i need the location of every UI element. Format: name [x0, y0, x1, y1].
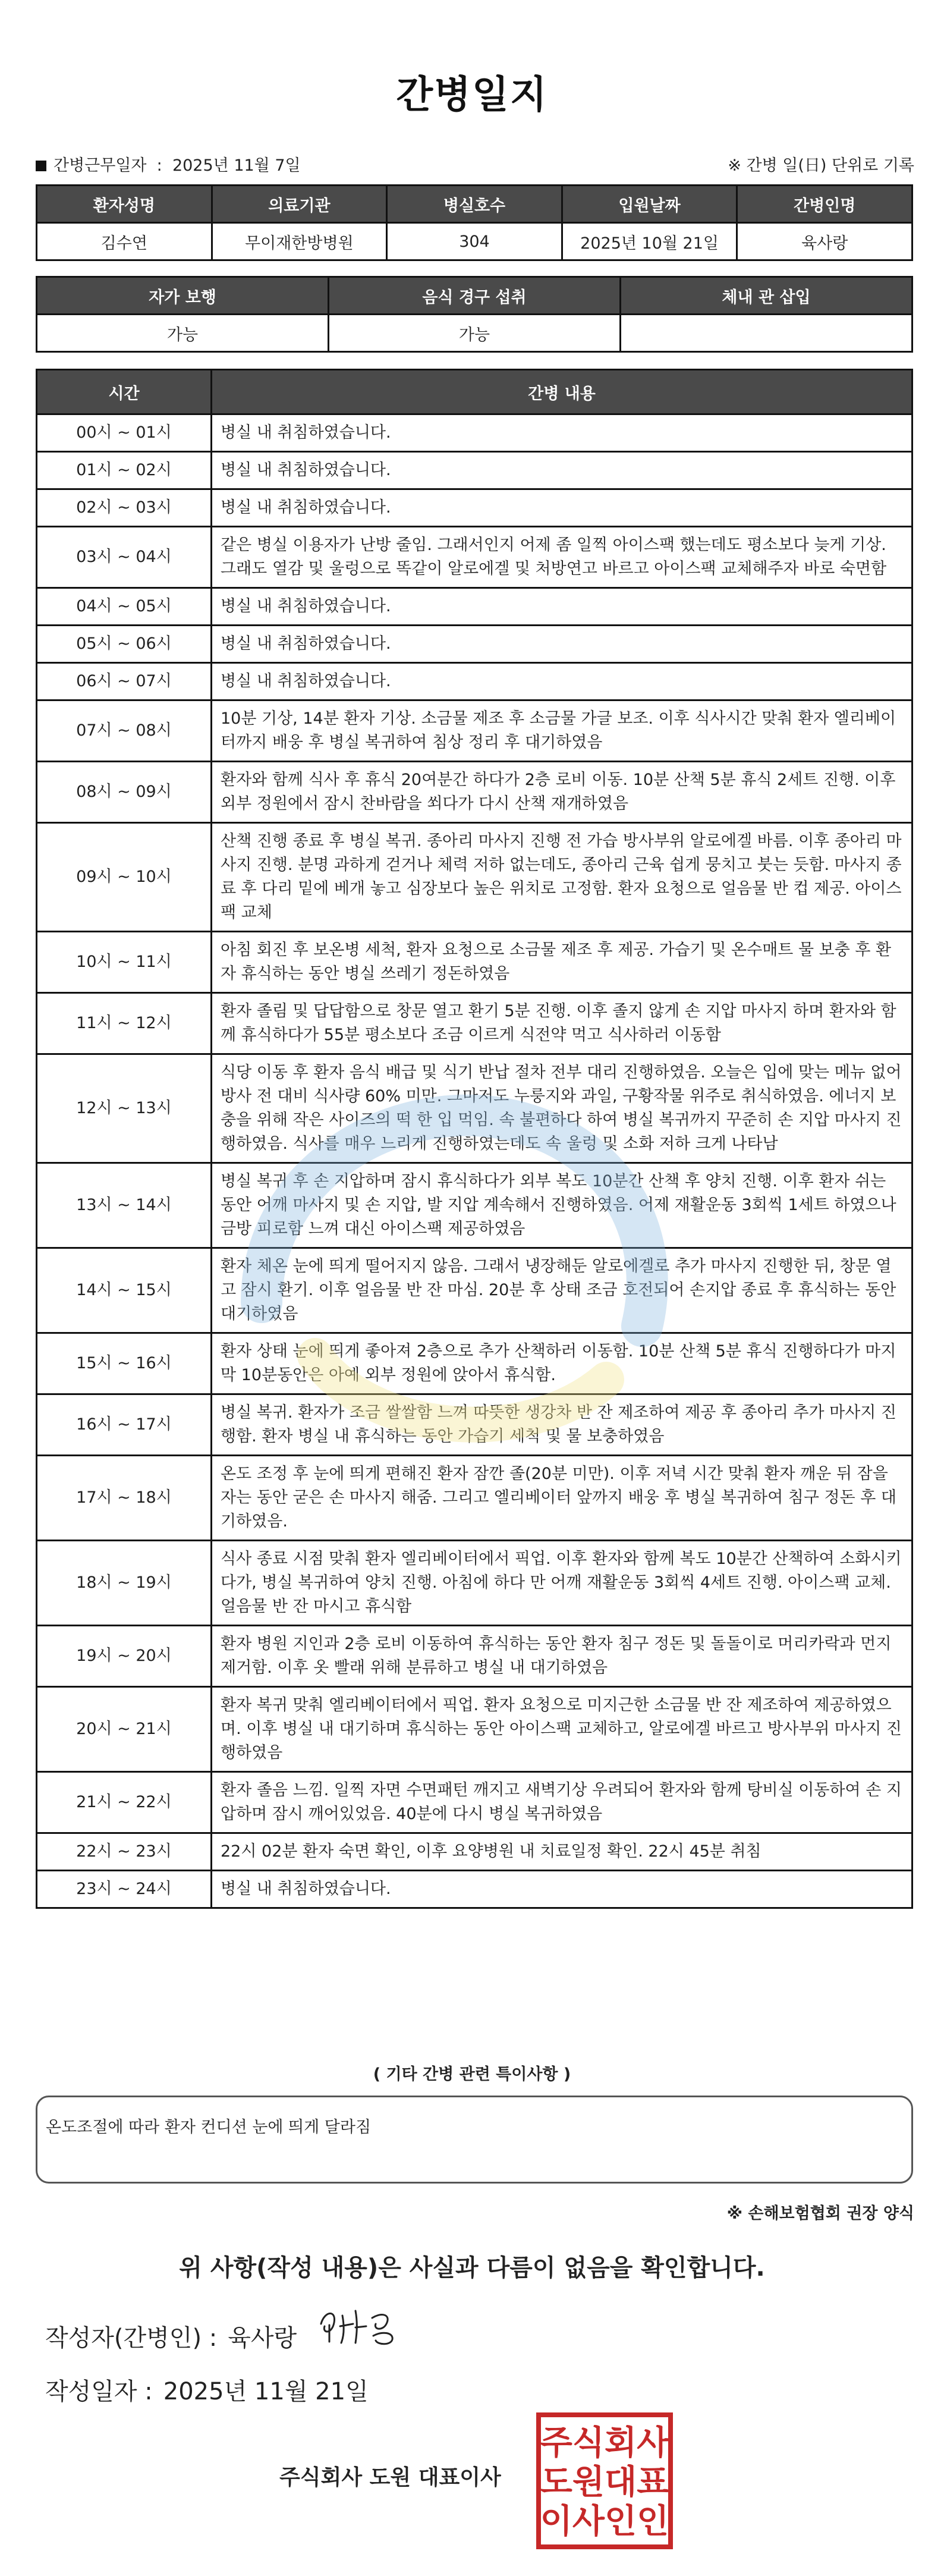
log-time: 17시 ~ 18시	[37, 1456, 212, 1541]
header-institution: 의료기관	[212, 186, 387, 223]
institution: 무이재한방병원	[212, 223, 387, 260]
header-oral-intake: 음식 경구 섭취	[329, 277, 621, 315]
log-row	[37, 452, 912, 489]
written-date-value: 2025년 11월 21일	[163, 2378, 369, 2405]
written-date-label: 작성일자 :	[45, 2378, 153, 2405]
log-description: 식사 종료 시점 맞춰 환자 엘리베이터에서 픽업. 이후 환자와 함께 복도 10분간 산책하여 소화시키다가, 병실 복귀하여 양치 진행. 아침에 하다 만 어깨 재활운동 3회씩 4세트 진행. 아이스팩 교체. 얼음물 반 잔 마시고 휴식함	[212, 1541, 912, 1626]
log-row	[37, 993, 912, 1054]
work-date-value: 2025년 11월 7일	[172, 156, 301, 175]
work-date-label: 간병근무일자	[54, 156, 147, 175]
table-row	[37, 315, 912, 352]
log-description: 10분 기상, 14분 환자 기상. 소금물 제조 후 소금물 가글 보조. 이후 식사시간 맞춰 환자 엘리베이터까지 배웅 후 병실 복귀하여 침상 정리 후 대기하였음	[212, 700, 912, 762]
confirmation-statement: 위 사항(작성 내용)은 사실과 다름이 없음을 확인합니다.	[179, 2254, 765, 2282]
company-seal-stamp	[535, 2411, 674, 2550]
log-time: 20시 ~ 21시	[37, 1687, 212, 1772]
form-footnote: ※ 손해보험협회 권장 양식	[726, 2204, 914, 2223]
log-row	[37, 1626, 912, 1687]
log-time: 16시 ~ 17시	[37, 1394, 212, 1456]
log-time: 00시 ~ 01시	[37, 414, 212, 452]
log-description: 환자 병원 지인과 2층 로비 이동하여 휴식하는 동안 환자 침구 정돈 및 돌돌이로 머리카락과 먼지 제거함. 이후 옷 빨래 위해 분류하고 병실 내 대기하였음	[212, 1626, 912, 1687]
log-row	[37, 626, 912, 663]
log-time: 05시 ~ 06시	[37, 626, 212, 663]
log-description: 환자와 함께 식사 후 휴식 20여분간 하다가 2층 로비 이동. 10분 산책 5분 휴식 2세트 진행. 이후 외부 정원에서 잠시 찬바람을 쐬다가 다시 산책 재개하였음	[212, 762, 912, 823]
patient-status-table	[36, 276, 913, 353]
log-row	[37, 527, 912, 588]
header-room: 병실호수	[387, 186, 562, 223]
log-description: 환자 졸림 및 답답함으로 창문 열고 환기 5분 진행. 이후 졸지 않게 손 지압 마사지 하며 환자와 함께 휴식하다가 55분 평소보다 조금 이르게 식전약 먹고 식사하러 이동함	[212, 993, 912, 1054]
log-time: 19시 ~ 20시	[37, 1626, 212, 1687]
log-description: 병실 내 취침하였습니다.	[212, 489, 912, 527]
log-description: 병실 내 취침하였습니다.	[212, 452, 912, 489]
log-description: 아침 회진 후 보온병 세척, 환자 요청으로 소금물 제조 후 제공. 가습기 및 온수매트 물 보충 후 환자 휴식하는 동안 병실 쓰레기 정돈하였음	[212, 932, 912, 993]
log-time: 11시 ~ 12시	[37, 993, 212, 1054]
log-description: 산책 진행 종료 후 병실 복귀. 종아리 마사지 진행 전 가습 방사부위 알로에겔 바름. 이후 종아리 마사지 진행. 분명 과하게 걷거나 체력 저하 없는데도, 종아리 근육 쉽게 뭉치고 붓는 듯함. 마사지 종료 후 다리 밑에 베개 놓고 심장보다 높은 위치로 고정함. 환자 요청으로 얼음물 반 컵 제공. 아이스팩 교체	[212, 823, 912, 932]
table-header-row	[37, 370, 912, 414]
log-description: 식당 이동 후 환자 음식 배급 및 식기 반납 절차 전부 대리 진행하였음. 오늘은 입에 맞는 메뉴 없어 방사 전 대비 식사량 60% 미만. 그마저도 누룽지와 과일, 구황작물 위주로 취식하였음. 에너지 보충을 위해 작은 사이즈의 떡 한 입 먹임. 속 불편하다 하여 병실 복귀까지 꾸준히 손 지압 마사지 진행하였음. 식사를 매우 느리게 진행하였는데도 속 울렁 및 소화 저하 크게 나타남	[212, 1054, 912, 1163]
square-bullet-icon	[36, 161, 46, 171]
log-description: 병실 내 취침하였습니다.	[212, 1871, 912, 1908]
log-time: 03시 ~ 04시	[37, 527, 212, 588]
log-description: 병실 복귀. 환자가 조금 쌀쌀함 느껴 따뜻한 생강차 반 잔 제조하여 제공 후 종아리 추가 마사지 진행함. 환자 병실 내 휴식하는 동안 가습기 세척 및 물 보충하였음	[212, 1394, 912, 1456]
log-row	[37, 1163, 912, 1248]
log-time: 01시 ~ 02시	[37, 452, 212, 489]
handwritten-signature	[316, 2300, 405, 2348]
header-admission-date: 입원날짜	[562, 186, 737, 223]
log-row	[37, 414, 912, 452]
log-row	[37, 1871, 912, 1908]
log-row	[37, 1772, 912, 1833]
log-row	[37, 1248, 912, 1333]
log-time: 18시 ~ 19시	[37, 1541, 212, 1626]
log-time: 12시 ~ 13시	[37, 1054, 212, 1163]
header-caregiver: 간병인명	[737, 186, 912, 223]
log-row	[37, 1456, 912, 1541]
writer-label: 작성자(간병인) :	[45, 2324, 218, 2352]
log-row	[37, 1394, 912, 1456]
log-time: 04시 ~ 05시	[37, 588, 212, 626]
notes-box	[36, 2096, 913, 2184]
header-walking: 자가 보행	[37, 277, 329, 315]
notes-title: ( 기타 간병 관련 특이사항 )	[373, 2065, 571, 2084]
writer-line	[45, 2319, 297, 2353]
log-row	[37, 1054, 912, 1163]
table-header-row	[37, 277, 912, 315]
log-description: 환자 체온 눈에 띄게 떨어지지 않음. 그래서 냉장해둔 알로에겔로 추가 마사지 진행한 뒤, 창문 열고 잠시 환기. 이후 얼음물 반 잔 마심. 20분 후 상태 조금 호전되어 손지압 종료 후 휴식하는 동안 대기하였음	[212, 1248, 912, 1333]
table-row	[37, 223, 912, 260]
svg-text:이사인인: 이사인인	[540, 2502, 669, 2541]
written-date	[45, 2373, 369, 2407]
log-row	[37, 1687, 912, 1772]
log-description: 같은 병실 이용자가 난방 줄임. 그래서인지 어제 좀 일찍 아이스팩 했는데도 평소보다 늦게 기상. 그래도 열감 및 울렁으로 똑같이 알로에겔 및 처방연고 바르고 아이스팩 교체해주자 바로 숙면함	[212, 527, 912, 588]
table-header-row	[37, 186, 912, 223]
admission-date: 2025년 10월 21일	[562, 223, 737, 260]
work-date: 간병근무일자 : 2025년 11월 7일	[36, 152, 301, 175]
patient-info-table	[36, 184, 913, 261]
log-time: 22시 ~ 23시	[37, 1833, 212, 1871]
log-description: 온도 조정 후 눈에 띄게 편해진 환자 잠깐 졸(20분 미만). 이후 저녁 시간 맞춰 환자 깨운 뒤 잠을 자는 동안 굳은 손 마사지 해줌. 그리고 엘리베이터 앞까지 배웅 후 병실 복귀하여 침구 정돈 후 대기하였음.	[212, 1456, 912, 1541]
log-description: 병실 복귀 후 손 지압하며 잠시 휴식하다가 외부 복도 10분간 산책 후 양치 진행. 이후 환자 쉬는 동안 어깨 마사지 및 손 지압, 발 지압 계속해서 진행하였음. 어제 재활운동 3회씩 1세트 하였으나 금방 피로함 느껴 대신 아이스팩 제공하였음	[212, 1163, 912, 1248]
log-time: 08시 ~ 09시	[37, 762, 212, 823]
log-row	[37, 1833, 912, 1871]
log-description: 병실 내 취침하였습니다.	[212, 414, 912, 452]
log-time: 14시 ~ 15시	[37, 1248, 212, 1333]
svg-text:주식회사: 주식회사	[540, 2424, 669, 2462]
company-signature-line: 주식회사 도원 대표이사	[279, 2465, 501, 2490]
log-description: 병실 내 취침하였습니다.	[212, 626, 912, 663]
log-row	[37, 588, 912, 626]
log-description: 22시 02분 환자 숙면 확인, 이후 요양병원 내 치료일정 확인. 22시 45분 취침	[212, 1833, 912, 1871]
log-row	[37, 700, 912, 762]
log-time: 13시 ~ 14시	[37, 1163, 212, 1248]
log-row	[37, 489, 912, 527]
log-time: 06시 ~ 07시	[37, 663, 212, 700]
log-row	[37, 762, 912, 823]
header-patient-name: 환자성명	[37, 186, 212, 223]
tube-status	[621, 315, 912, 352]
log-description: 병실 내 취침하였습니다.	[212, 663, 912, 700]
care-log-table	[36, 369, 913, 1909]
patient-name: 김수연	[37, 223, 212, 260]
log-row	[37, 663, 912, 700]
log-description: 병실 내 취침하였습니다.	[212, 588, 912, 626]
log-time: 21시 ~ 22시	[37, 1772, 212, 1833]
log-row	[37, 1333, 912, 1394]
svg-text:도원대표: 도원대표	[540, 2463, 669, 2502]
log-row	[37, 823, 912, 932]
page-title: 간병일지	[396, 73, 548, 117]
notes-text: 온도조절에 따라 환자 컨디션 눈에 띄게 달라짐	[46, 2118, 372, 2137]
room-number: 304	[387, 223, 562, 260]
header-tube: 체내 관 삽입	[621, 277, 912, 315]
oral-intake-status: 가능	[329, 315, 621, 352]
log-time: 10시 ~ 11시	[37, 932, 212, 993]
log-time: 23시 ~ 24시	[37, 1871, 212, 1908]
log-row	[37, 932, 912, 993]
log-description: 환자 졸음 느낌. 일찍 자면 수면패턴 깨지고 새벽기상 우려되어 환자와 함께 탕비실 이동하여 손 지압하며 잠시 깨어있었음. 40분에 다시 병실 복귀하였음	[212, 1772, 912, 1833]
log-description: 환자 복귀 맞춰 엘리베이터에서 픽업. 환자 요청으로 미지근한 소금물 반 잔 제조하여 제공하였으며. 이후 병실 내 대기하며 휴식하는 동안 아이스팩 교체하고, 알로에겔 바르고 방사부위 마사지 진행하였음	[212, 1687, 912, 1772]
header-time: 시간	[37, 370, 212, 414]
log-time: 15시 ~ 16시	[37, 1333, 212, 1394]
walking-status: 가능	[37, 315, 329, 352]
log-time: 09시 ~ 10시	[37, 823, 212, 932]
log-description: 환자 상태 눈에 띄게 좋아져 2층으로 추가 산책하러 이동함. 10분 산책 5분 휴식 진행하다가 마지막 10분동안은 아예 외부 정원에 앉아서 휴식함.	[212, 1333, 912, 1394]
writer-name: 육사랑	[228, 2324, 297, 2352]
log-time: 07시 ~ 08시	[37, 700, 212, 762]
caregiver-name: 육사랑	[737, 223, 912, 260]
header-care-content: 간병 내용	[212, 370, 912, 414]
log-time: 02시 ~ 03시	[37, 489, 212, 527]
log-row	[37, 1541, 912, 1626]
unit-note: ※ 간병 일(日) 단위로 기록	[728, 156, 914, 175]
